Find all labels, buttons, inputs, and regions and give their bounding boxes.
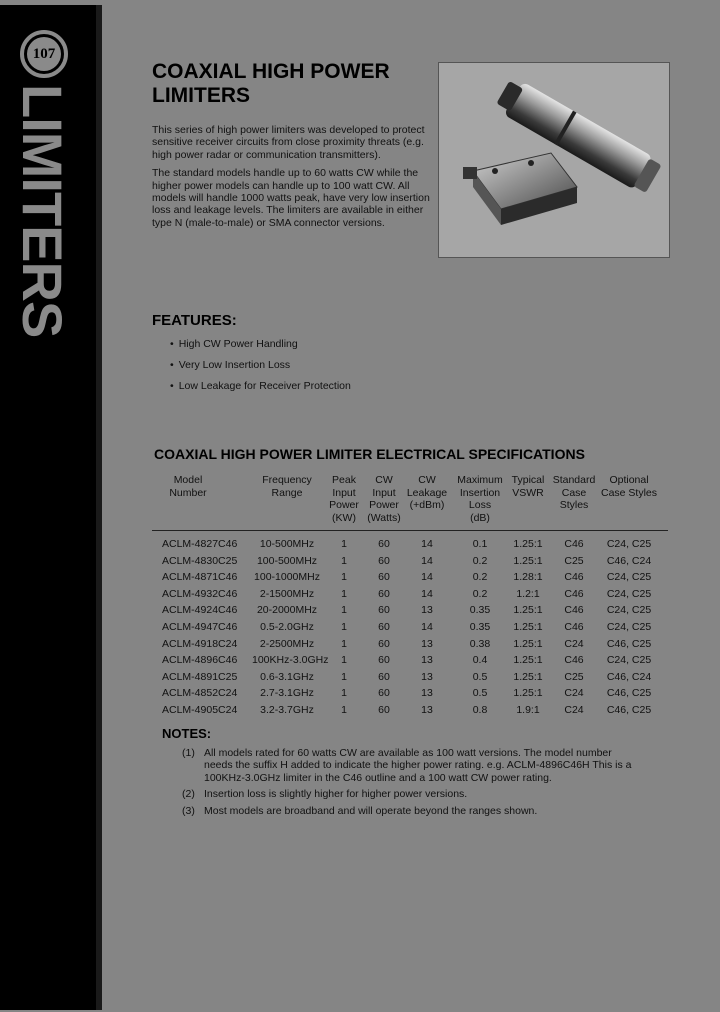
specs-table-body [152, 538, 668, 721]
cell-typical-vswr: 1.25:1 [513, 554, 543, 567]
cell-cw-input-power: 60 [378, 571, 390, 584]
page-title [152, 60, 422, 108]
cell-model-number: ACLM-4871C46 [162, 571, 238, 584]
table-row [152, 621, 668, 638]
cell-insertion-loss: 0.2 [472, 571, 488, 584]
cell-frequency-range: 100-500MHz [256, 554, 318, 567]
cell-peak-input-power: 1 [341, 637, 347, 650]
column-header-standard-case: Standard Case Styles [552, 474, 596, 511]
cell-typical-vswr: 1.9:1 [516, 703, 540, 716]
cell-model-number: ACLM-4891C25 [162, 670, 238, 683]
cell-peak-input-power: 1 [341, 620, 347, 633]
note-number: (1) [182, 747, 195, 759]
table-row [152, 604, 668, 621]
page-title-line1: COAXIAL HIGH POWER [152, 60, 390, 83]
cell-cw-leakage: 13 [421, 703, 433, 716]
cell-optional-case: C24, C25 [606, 654, 652, 667]
cell-cw-input-power: 60 [378, 687, 390, 700]
cell-cw-leakage: 13 [421, 654, 433, 667]
column-header-vswr: Typical VSWR [511, 474, 545, 499]
note-text: All models rated for 60 watts CW are available as 100 watt versions. The model number needs the suffix H added to indicate the higher power rating. e.g. ACLM-4896C46H This is a 100KHz-3.0GHz limiter in the C46 outline and a 100 watt CW power rating. [204, 747, 632, 784]
cell-model-number: ACLM-4918C24 [162, 637, 238, 650]
cell-insertion-loss: 0.5 [472, 670, 488, 683]
limiter-illustration-icon [439, 63, 669, 257]
cell-typical-vswr: 1.25:1 [513, 670, 543, 683]
cell-model-number: ACLM-4932C46 [162, 587, 238, 600]
cell-cw-input-power: 60 [378, 703, 390, 716]
cell-cw-input-power: 60 [378, 620, 390, 633]
cell-cw-input-power: 60 [378, 538, 390, 550]
page-number-badge [20, 30, 68, 78]
limiter-product-photo [438, 62, 670, 258]
cell-model-number: ACLM-4896C46 [162, 654, 238, 667]
cell-frequency-range: 0.5-2.0GHz [260, 620, 314, 633]
cell-insertion-loss: 0.35 [469, 604, 491, 617]
cell-cw-leakage: 13 [421, 687, 433, 700]
column-header-optional-case: Optional Case Styles [600, 474, 658, 499]
cell-frequency-range: 2-2500MHz [259, 637, 315, 650]
cell-optional-case: C46, C24 [606, 554, 652, 567]
cell-typical-vswr: 1.28:1 [513, 571, 543, 584]
notes-list [182, 747, 632, 821]
intro-text [152, 124, 432, 235]
cell-standard-case: C25 [564, 670, 584, 683]
note-item [182, 747, 632, 784]
column-header-insertion-loss: Maximum Insertion Loss (dB) [457, 474, 503, 524]
cell-frequency-range: 100KHz-3.0GHz [252, 654, 329, 667]
cell-peak-input-power: 1 [341, 703, 347, 716]
cell-optional-case: C24, C25 [606, 604, 652, 617]
cell-cw-leakage: 14 [421, 571, 433, 584]
cell-cw-input-power: 60 [378, 587, 390, 600]
bullet-icon: • [170, 338, 174, 350]
cell-model-number: ACLM-4924C46 [162, 604, 238, 617]
cell-cw-leakage: 13 [421, 604, 433, 617]
cell-peak-input-power: 1 [341, 604, 347, 617]
page-title-line2: LIMITERS [152, 84, 250, 107]
table-row [152, 571, 668, 588]
specs-heading: COAXIAL HIGH POWER LIMITER ELECTRICAL SPECIFICATIONS [154, 446, 585, 462]
cell-frequency-range: 2.7-3.1GHz [260, 687, 314, 700]
table-row [152, 654, 668, 671]
cell-insertion-loss: 0.1 [472, 538, 488, 550]
cell-cw-input-power: 60 [378, 670, 390, 683]
table-row [152, 588, 668, 605]
cell-cw-input-power: 60 [378, 604, 390, 617]
cell-model-number: ACLM-4830C25 [162, 554, 238, 567]
column-header-cw-power: CW Input Power (Watts) [367, 474, 401, 524]
cell-optional-case: C46, C25 [606, 687, 652, 700]
bullet-icon: • [170, 380, 174, 392]
cell-insertion-loss: 0.38 [469, 637, 491, 650]
cell-peak-input-power: 1 [341, 587, 347, 600]
intro-paragraph-2: The standard models handle up to 60 watts CW while the higher power models can handle up to 100 watt CW. All models will handle 1000 watts peak, have very low insertion loss and leakage levels. The limiters are available in either type N (male-to-male) or SMA connector versions. [152, 167, 430, 229]
cell-insertion-loss: 0.2 [472, 587, 488, 600]
cell-optional-case: C24, C25 [606, 571, 652, 584]
list-item [170, 338, 351, 359]
note-text: Most models are broadband and will operate beyond the ranges shown. [204, 804, 538, 817]
cell-peak-input-power: 1 [341, 538, 347, 550]
cell-optional-case: C24, C25 [606, 587, 652, 600]
table-header-divider [152, 530, 668, 531]
sidebar-divider [96, 5, 102, 1010]
cell-peak-input-power: 1 [341, 670, 347, 683]
cell-frequency-range: 2-1500MHz [259, 587, 315, 600]
cell-cw-leakage: 14 [421, 538, 433, 550]
note-item [182, 805, 632, 817]
table-row [152, 638, 668, 655]
features-list [170, 338, 351, 401]
cell-peak-input-power: 1 [341, 687, 347, 700]
note-number: (2) [182, 788, 195, 801]
column-header-peak-power: Peak Input Power (KW) [329, 474, 359, 524]
cell-model-number: ACLM-4905C24 [162, 703, 238, 716]
column-header-model: Model Number [169, 474, 207, 499]
cell-standard-case: C24 [564, 687, 584, 700]
table-row [152, 704, 668, 721]
cell-optional-case: C46, C25 [606, 637, 652, 650]
cell-peak-input-power: 1 [341, 554, 347, 567]
cell-standard-case: C25 [564, 554, 584, 567]
cell-standard-case: C24 [564, 703, 584, 716]
feature-text: Very Low Insertion Loss [178, 359, 291, 371]
feature-text: High CW Power Handling [178, 338, 298, 350]
cell-model-number: ACLM-4947C46 [162, 620, 238, 633]
intro-paragraph-1: This series of high power limiters was developed to protect sensitive receiver circuits from close proximity threats (e.g. high power radar or communication transmitters). [152, 124, 425, 161]
cell-cw-input-power: 60 [378, 654, 390, 667]
cell-typical-vswr: 1.25:1 [513, 620, 543, 633]
cell-standard-case: C24 [564, 637, 584, 650]
cell-standard-case: C46 [564, 604, 584, 617]
cell-cw-leakage: 13 [421, 670, 433, 683]
cell-typical-vswr: 1.25:1 [513, 654, 543, 667]
cell-standard-case: C46 [564, 571, 584, 584]
cell-frequency-range: 100-1000MHz [254, 571, 320, 584]
cell-standard-case: C46 [564, 620, 584, 633]
cell-frequency-range: 10-500MHz [259, 538, 315, 550]
page-number: 107 [27, 37, 61, 71]
cell-optional-case: C46, C25 [606, 703, 652, 716]
list-item [170, 359, 351, 380]
cell-insertion-loss: 0.4 [472, 654, 488, 667]
notes-heading: NOTES: [162, 726, 212, 741]
cell-standard-case: C46 [564, 654, 584, 667]
bullet-icon: • [170, 359, 174, 371]
cell-cw-leakage: 14 [421, 620, 433, 633]
cell-standard-case: C46 [564, 587, 584, 600]
cell-optional-case: C24, C25 [606, 538, 652, 550]
note-item [182, 788, 632, 800]
cell-insertion-loss: 0.8 [472, 703, 488, 716]
cell-peak-input-power: 1 [341, 654, 347, 667]
cell-model-number: ACLM-4827C46 [162, 538, 238, 550]
cell-typical-vswr: 1.2:1 [516, 587, 540, 600]
table-row [152, 671, 668, 688]
cell-peak-input-power: 1 [341, 571, 347, 584]
cell-insertion-loss: 0.2 [472, 554, 488, 567]
cell-cw-leakage: 13 [421, 637, 433, 650]
table-row [152, 687, 668, 704]
cell-insertion-loss: 0.5 [472, 687, 488, 700]
section-title: LIMITERS [11, 84, 74, 338]
cell-standard-case: C46 [564, 538, 584, 550]
cell-typical-vswr: 1.25:1 [513, 538, 543, 550]
table-row [152, 555, 668, 572]
cell-frequency-range: 20-2000MHz [256, 604, 318, 617]
cell-cw-leakage: 14 [421, 554, 433, 567]
feature-text: Low Leakage for Receiver Protection [178, 380, 351, 392]
cell-typical-vswr: 1.25:1 [513, 687, 543, 700]
cell-optional-case: C46, C24 [606, 670, 652, 683]
cell-cw-leakage: 14 [421, 587, 433, 600]
note-text: Insertion loss is slightly higher for higher power versions. [204, 788, 468, 801]
cell-frequency-range: 3.2-3.7GHz [260, 703, 314, 716]
cell-optional-case: C24, C25 [606, 620, 652, 633]
cell-model-number: ACLM-4852C24 [162, 687, 238, 700]
cell-insertion-loss: 0.35 [469, 620, 491, 633]
table-row [152, 538, 668, 555]
list-item [170, 380, 351, 401]
cell-typical-vswr: 1.25:1 [513, 604, 543, 617]
cell-cw-input-power: 60 [378, 637, 390, 650]
column-header-cw-leakage: CW Leakage (+dBm) [406, 474, 448, 511]
column-header-frequency: Frequency Range [262, 474, 312, 499]
cell-cw-input-power: 60 [378, 554, 390, 567]
cell-typical-vswr: 1.25:1 [513, 637, 543, 650]
note-number: (3) [182, 804, 195, 817]
features-heading: FEATURES: [152, 312, 237, 329]
cell-frequency-range: 0.6-3.1GHz [260, 670, 314, 683]
